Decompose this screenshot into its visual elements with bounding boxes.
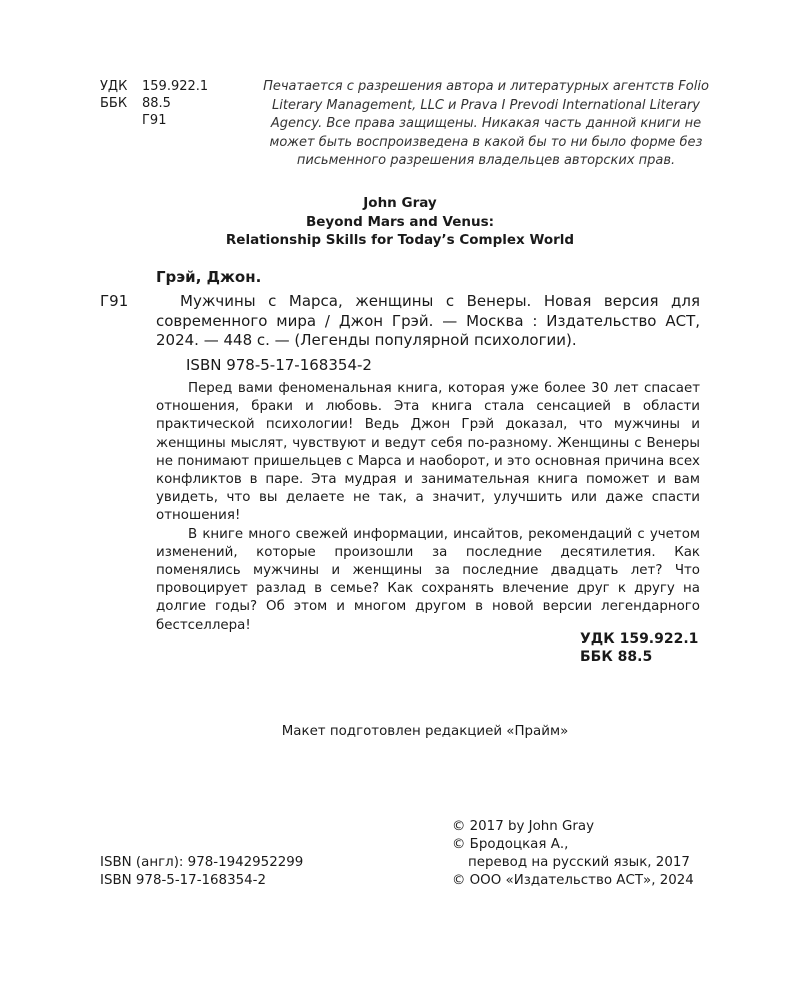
- bbk-bottom-line: ББК 88.5: [580, 649, 653, 665]
- copyright-block: [452, 818, 694, 890]
- original-edition: [150, 194, 650, 250]
- author-sign-key: [100, 112, 142, 129]
- udc-key: УДК: [100, 79, 128, 94]
- rights-notice: Печатается с разрешения автора и литературных агентств Folio Literary Management, LLC и Prava I Prevodi International Literary Agency. Все права защищены. Никакая часть данной книги не может быть воспроизведена в какой бы то ни было форме без письменного разрешения владельцев авторских прав.: [263, 79, 709, 168]
- original-title-line2: Relationship Skills for Today’s Complex World: [225, 232, 575, 248]
- annotation: [156, 380, 700, 635]
- bbk-value: 88.5: [142, 96, 171, 111]
- record-side-code: Г91: [100, 292, 129, 310]
- udc-value: 159.922.1: [142, 79, 209, 94]
- author-sign-row: [100, 112, 208, 129]
- original-author: John Gray: [363, 195, 437, 211]
- udc-bottom-line: УДК 159.922.1: [580, 631, 699, 647]
- author-sign-value: Г91: [142, 113, 167, 128]
- record-heading: Грэй, Джон.: [156, 268, 262, 286]
- isbn-russian: ISBN 978-5-17-168354-2: [100, 873, 266, 888]
- copyright-line-1: © 2017 by John Gray: [452, 819, 595, 834]
- annotation-paragraph-2: В книге много свежей информации, инсайтов, рекомендаций с учетом изменений, которые произошли за последние десятилетия. Как поменялись мужчины и женщины за последние двадцать лет? Что провоцирует разлад в семье? Как сохранять влечение друг к другу на долгие годы? Об этом и многом другом в новой версии легендарного бестселлера!: [156, 526, 700, 633]
- original-title-line1: Beyond Mars and Venus:: [305, 213, 495, 230]
- bbk-key: ББК: [100, 96, 128, 111]
- bibliographic-description: Мужчины с Марса, женщины с Венеры. Новая версия для современного мира / Джон Грэй. — Москва : Издательство АСТ, 2024. — 448 с. — (Легенды популярной психологии).: [156, 292, 700, 349]
- record-isbn: ISBN 978-5-17-168354-2: [186, 356, 372, 374]
- udc-classification-top: [100, 78, 208, 129]
- annotation-paragraph-1: Перед вами феноменальная книга, которая уже более 30 лет спасает отношения, браки и любовь. Эта книга стала сенсацией в области практической психологии! Ведь Джон Грэй доказал, что мужчины и женщины мыслят, чувствуют и ведут себя по-разному. Женщины с Венеры не понимают пришельцев с Марса и наоборот, и это основная причина всех конфликтов в паре. Эта мудрая и занимательная книга поможет и вам увидеть, что вы делаете не так, а значит, улучшить или даже спасти отношения!: [156, 381, 700, 524]
- bbk-row: [100, 95, 208, 112]
- copyright-line-4: © ООО «Издательство АСТ», 2024: [452, 873, 694, 888]
- udc-classification-bottom: [580, 630, 698, 666]
- isbn-block: [100, 854, 303, 890]
- copyright-line-3: перевод на русский язык, 2017: [468, 855, 690, 870]
- copyright-line-2: © Бродоцкая А.,: [452, 837, 569, 852]
- udc-row: [100, 78, 208, 95]
- layout-credit: Макет подготовлен редакцией «Прайм»: [281, 724, 569, 739]
- isbn-original: ISBN (англ): 978-1942952299: [100, 855, 304, 870]
